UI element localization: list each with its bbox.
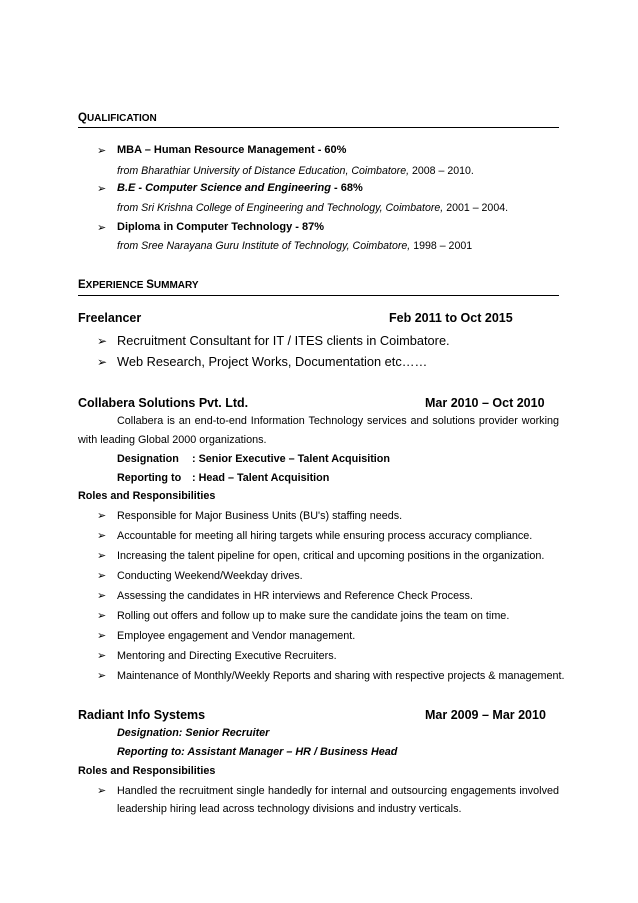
- role-item: Rolling out offers and follow up to make sure the candidate joins the team on time.: [117, 610, 510, 622]
- job-dates: Mar 2009 – Mar 2010: [425, 708, 546, 722]
- job-item: Web Research, Project Works, Documentation etc……: [117, 354, 428, 369]
- job-employer: Collabera Solutions Pvt. Ltd.: [78, 396, 249, 410]
- bullet-icon: ➢: [97, 570, 107, 582]
- company-description: Collabera is an end-to-end Information Technology services and solutions provider working: [117, 415, 559, 427]
- job-item: Recruitment Consultant for IT / ITES clients in Coimbatore.: [117, 333, 450, 348]
- job-employer: Freelancer: [78, 311, 142, 325]
- bullet-icon: ➢: [97, 590, 107, 602]
- qualification-institution: from Bharathiar University of Distance Education, Coimbatore, 2008 – 2010.: [117, 165, 474, 177]
- qualification-institution: from Sree Narayana Guru Institute of Technology, Coimbatore, 1998 – 2001: [117, 240, 473, 252]
- role-item: Accountable for meeting all hiring targets while ensuring process accuracy compliance.: [117, 530, 533, 542]
- reporting-label: Reporting to: [117, 472, 182, 484]
- bullet-icon: ➢: [97, 334, 108, 348]
- reporting-value: : Head – Talent Acquisition: [192, 472, 330, 484]
- bullet-icon: ➢: [97, 222, 107, 234]
- reporting-line: Reporting to: Assistant Manager – HR / Business Head: [117, 746, 398, 758]
- role-item: Responsible for Major Business Units (BU's) staffing needs.: [117, 510, 403, 522]
- bullet-icon: ➢: [97, 510, 107, 522]
- designation-value: : Senior Executive – Talent Acquisition: [192, 453, 390, 465]
- roles-heading: Roles and Responsibilities: [78, 490, 216, 502]
- qualification-degree: B.E - Computer Science and Engineering - 68%: [117, 182, 363, 194]
- roles-heading: Roles and Responsibilities: [78, 765, 216, 777]
- bullet-icon: ➢: [97, 670, 107, 682]
- job-employer: Radiant Info Systems: [78, 708, 206, 722]
- bullet-icon: ➢: [97, 650, 107, 662]
- role-item: Mentoring and Directing Executive Recruiters.: [117, 650, 337, 662]
- role-item: Assessing the candidates in HR interviews and Reference Check Process.: [117, 590, 473, 602]
- qualification-degree: MBA – Human Resource Management - 60%: [117, 144, 347, 156]
- qualification-divider: [78, 127, 559, 128]
- role-item: Handled the recruitment single handedly for internal and outsourcing engagements involved: [117, 785, 559, 797]
- qualification-degree: Diploma in Computer Technology - 87%: [117, 221, 324, 233]
- experience-divider: [78, 295, 559, 296]
- role-item: Employee engagement and Vendor management.: [117, 630, 356, 642]
- bullet-icon: ➢: [97, 530, 107, 542]
- experience-heading: EXPERIENCE SUMMARY: [78, 279, 199, 291]
- role-item: Increasing the talent pipeline for open, critical and upcoming positions in the organization.: [117, 550, 545, 562]
- designation-line: Designation: Senior Recruiter: [117, 727, 270, 739]
- bullet-icon: ➢: [97, 355, 108, 369]
- role-item: Conducting Weekend/Weekday drives.: [117, 570, 303, 582]
- bullet-icon: ➢: [97, 145, 107, 157]
- bullet-icon: ➢: [97, 550, 107, 562]
- role-item: Maintenance of Monthly/Weekly Reports and sharing with respective projects & management.: [117, 670, 565, 682]
- bullet-icon: ➢: [97, 785, 107, 797]
- job-dates: Mar 2010 – Oct 2010: [425, 396, 545, 410]
- qualification-heading: QUALIFICATION: [78, 112, 157, 124]
- bullet-icon: ➢: [97, 630, 107, 642]
- bullet-icon: ➢: [97, 610, 107, 622]
- company-description: with leading Global 2000 organizations.: [78, 434, 267, 446]
- job-dates: Feb 2011 to Oct 2015: [389, 311, 513, 325]
- qualification-institution: from Sri Krishna College of Engineering and Technology, Coimbatore, 2001 – 2004.: [117, 202, 509, 214]
- designation-label: Designation: [117, 453, 179, 465]
- role-item: leadership hiring lead across technology divisions and industry verticals.: [117, 803, 462, 815]
- bullet-icon: ➢: [97, 183, 107, 195]
